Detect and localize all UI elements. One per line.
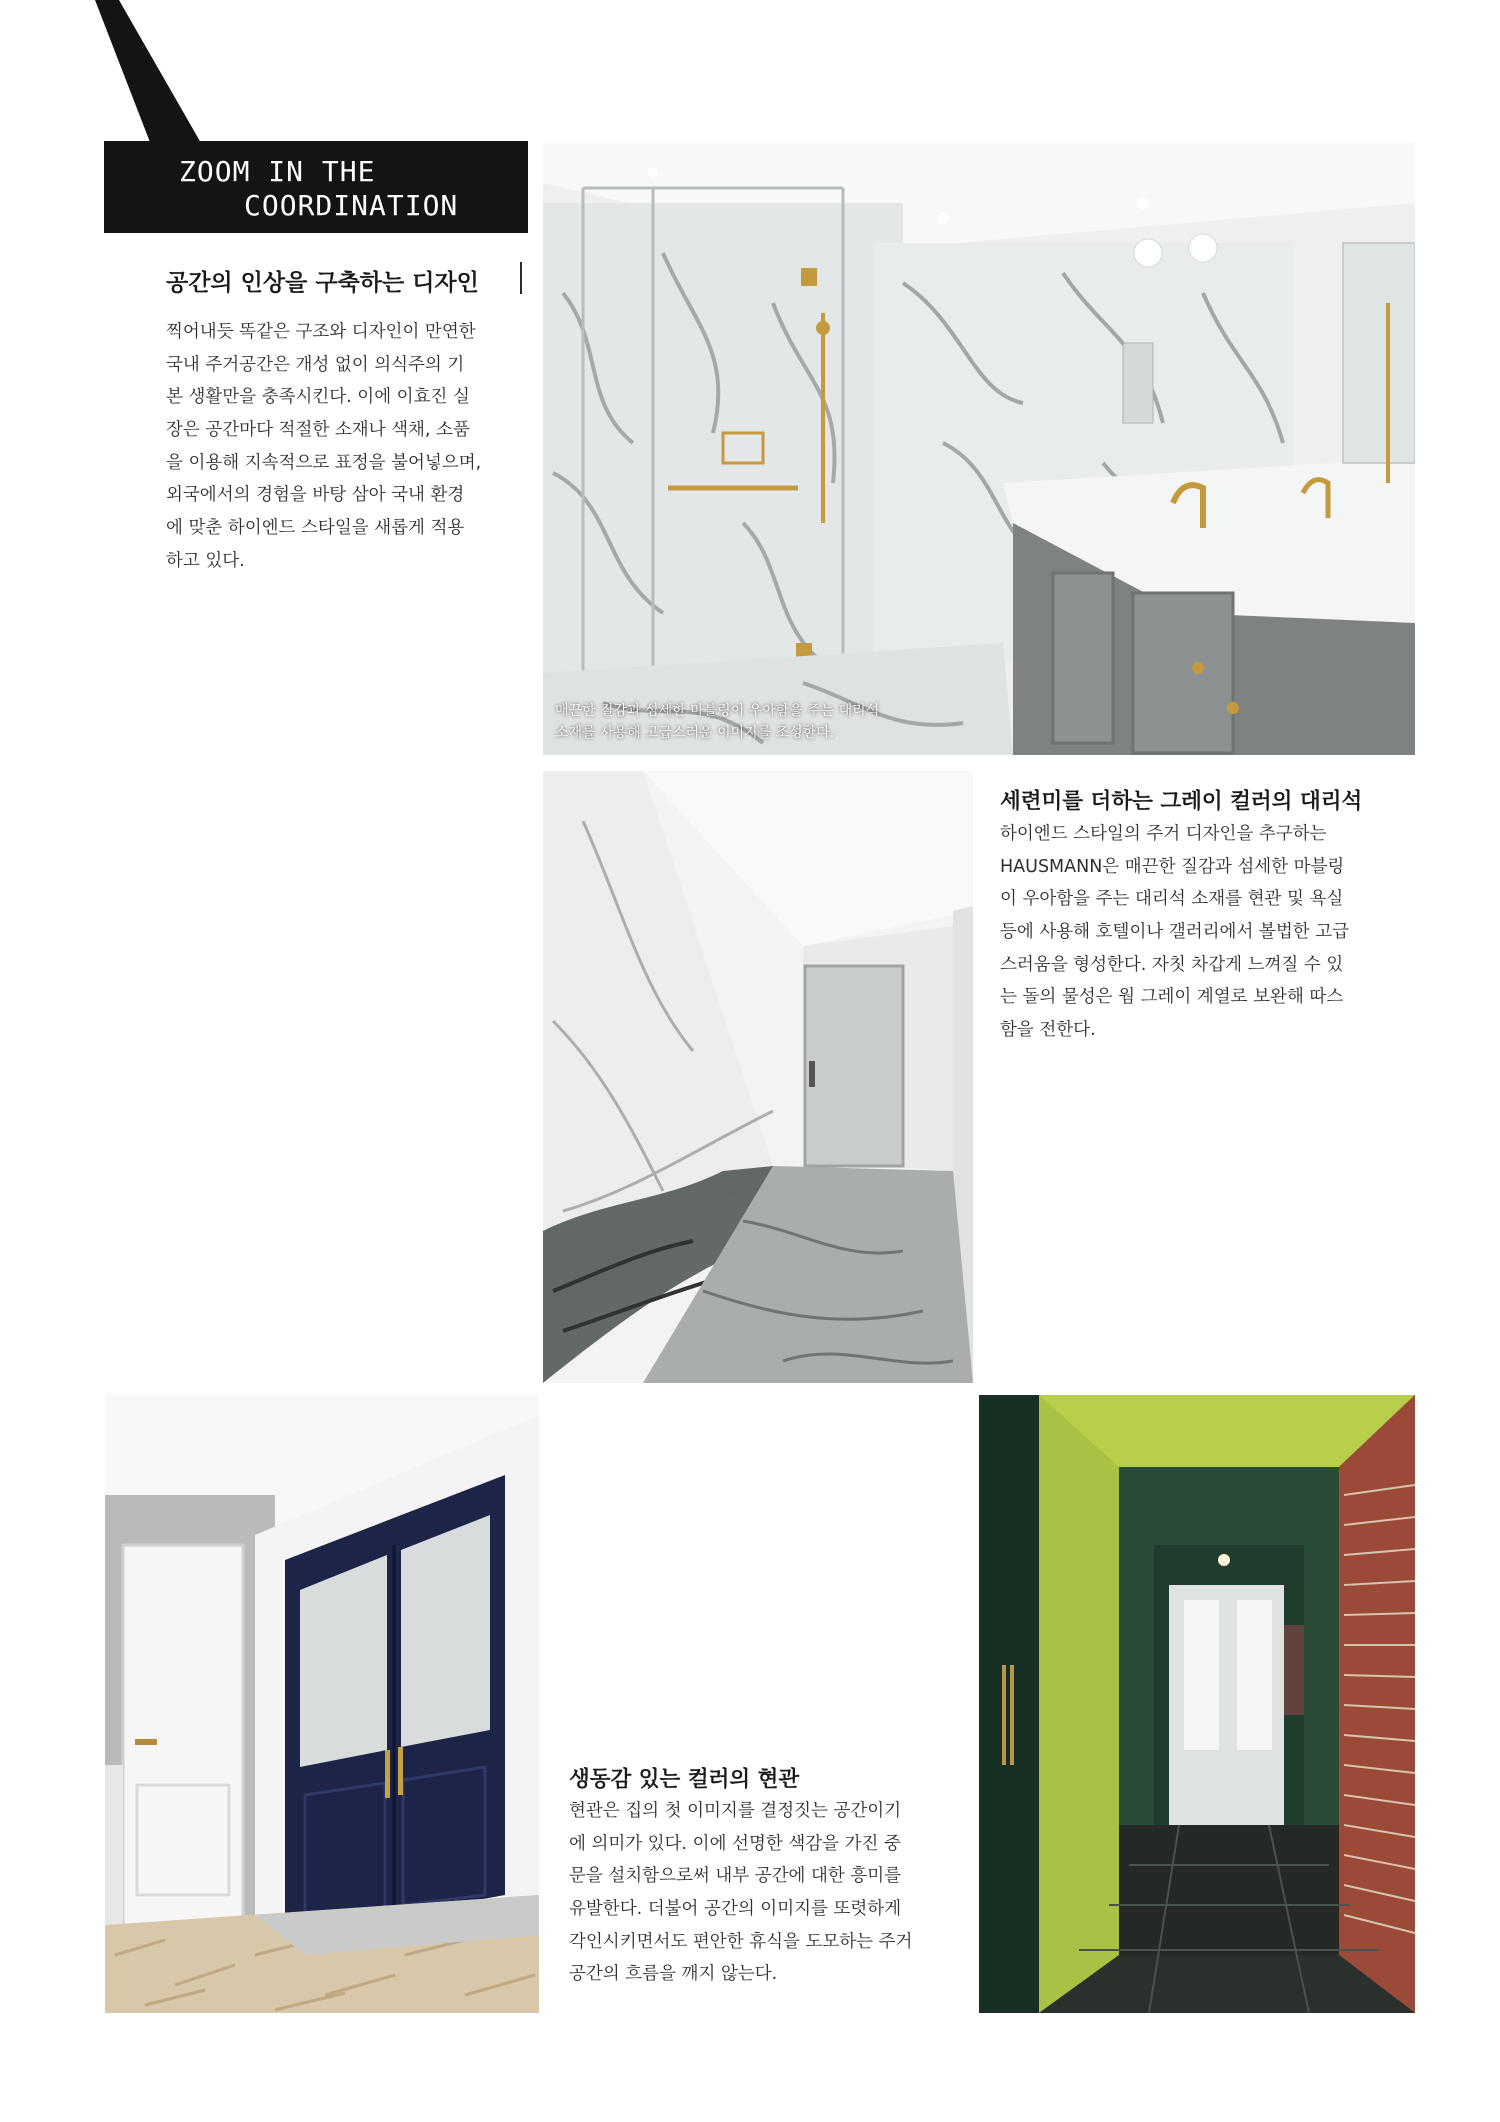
header-wedge-decoration [95, 0, 205, 150]
caption-line: 매끈한 질감과 섬세한 마블링이 우아함을 주는 대리석 [555, 703, 880, 719]
section-label-bar [104, 141, 528, 233]
entrance-line: 에 의미가 있다. 이에 선명한 색감을 가진 중 [569, 1833, 901, 1854]
marble-line: 는 돌의 물성은 웜 그레이 계열로 보완해 따스 [1000, 987, 1344, 1008]
intro-line: 하고 있다. [166, 550, 245, 571]
marble-section-body [1000, 818, 1349, 1047]
bathroom-caption [555, 700, 879, 744]
entrance-line: 각인시키면서도 편안한 휴식을 도모하는 주거 [569, 1931, 913, 1952]
intro-title-rule [520, 262, 522, 294]
entrance-line: 현관은 집의 첫 이미지를 결정짓는 공간이기 [569, 1801, 902, 1821]
marble-corridor-photo [543, 771, 973, 1383]
intro-line: 을 이용해 지속적으로 표정을 불어넣으며, [166, 452, 482, 473]
entrance-line: 유발한다. 더불어 공간의 이미지를 또렷하게 [569, 1899, 902, 1920]
marble-line: 하이엔드 스타일의 주거 디자인을 추구하는 [1000, 824, 1327, 844]
navy-door-photo [105, 1395, 539, 2013]
marble-line: 등에 사용해 호텔이나 갤러리에서 볼법한 고급 [1000, 922, 1350, 943]
entrance-section-title: 생동감 있는 컬러의 현관 [569, 1767, 800, 1792]
intro-line: 외국에서의 경험을 바탕 삼아 국내 환경 [166, 485, 465, 506]
section-label-line2: COORDINATION [244, 189, 459, 222]
intro-line: 에 맞춘 하이엔드 스타일을 새롭게 적용 [166, 518, 465, 539]
green-corridor-photo [979, 1395, 1415, 2013]
marble-line: 이 우아함을 주는 대리석 소재를 현관 및 욕실 [1000, 889, 1344, 910]
marble-line: 함을 전한다. [1000, 1020, 1096, 1041]
bathroom-photo [543, 143, 1415, 755]
section-label-line1: ZOOM IN THE [179, 155, 376, 188]
marble-line: HAUSMANN은 매끈한 질감과 섬세한 마블링 [1000, 856, 1345, 877]
marble-section-title: 세련미를 더하는 그레이 컬러의 대리석 [1000, 789, 1363, 814]
entrance-line: 문을 설치함으로써 내부 공간에 대한 흥미를 [569, 1866, 902, 1887]
caption-line: 소재를 사용해 고급스러운 이미지를 조성한다. [555, 725, 835, 741]
intro-line: 국내 주거공간은 개성 없이 의식주의 기 [166, 354, 465, 375]
intro-body [166, 316, 481, 578]
intro-line: 장은 공간마다 적절한 소재나 색채, 소품 [166, 420, 470, 441]
intro-line: 찍어내듯 똑같은 구조와 디자인이 만연한 [166, 322, 476, 342]
entrance-section-body [569, 1795, 912, 1991]
intro-line: 본 생활만을 충족시킨다. 이에 이효진 실 [166, 387, 470, 408]
entrance-line: 공간의 흐름을 깨지 않는다. [569, 1964, 778, 1985]
intro-title: 공간의 인상을 구축하는 디자인 [166, 270, 479, 296]
marble-line: 스러움을 형성한다. 자칫 차갑게 느껴질 수 있 [1000, 954, 1344, 975]
